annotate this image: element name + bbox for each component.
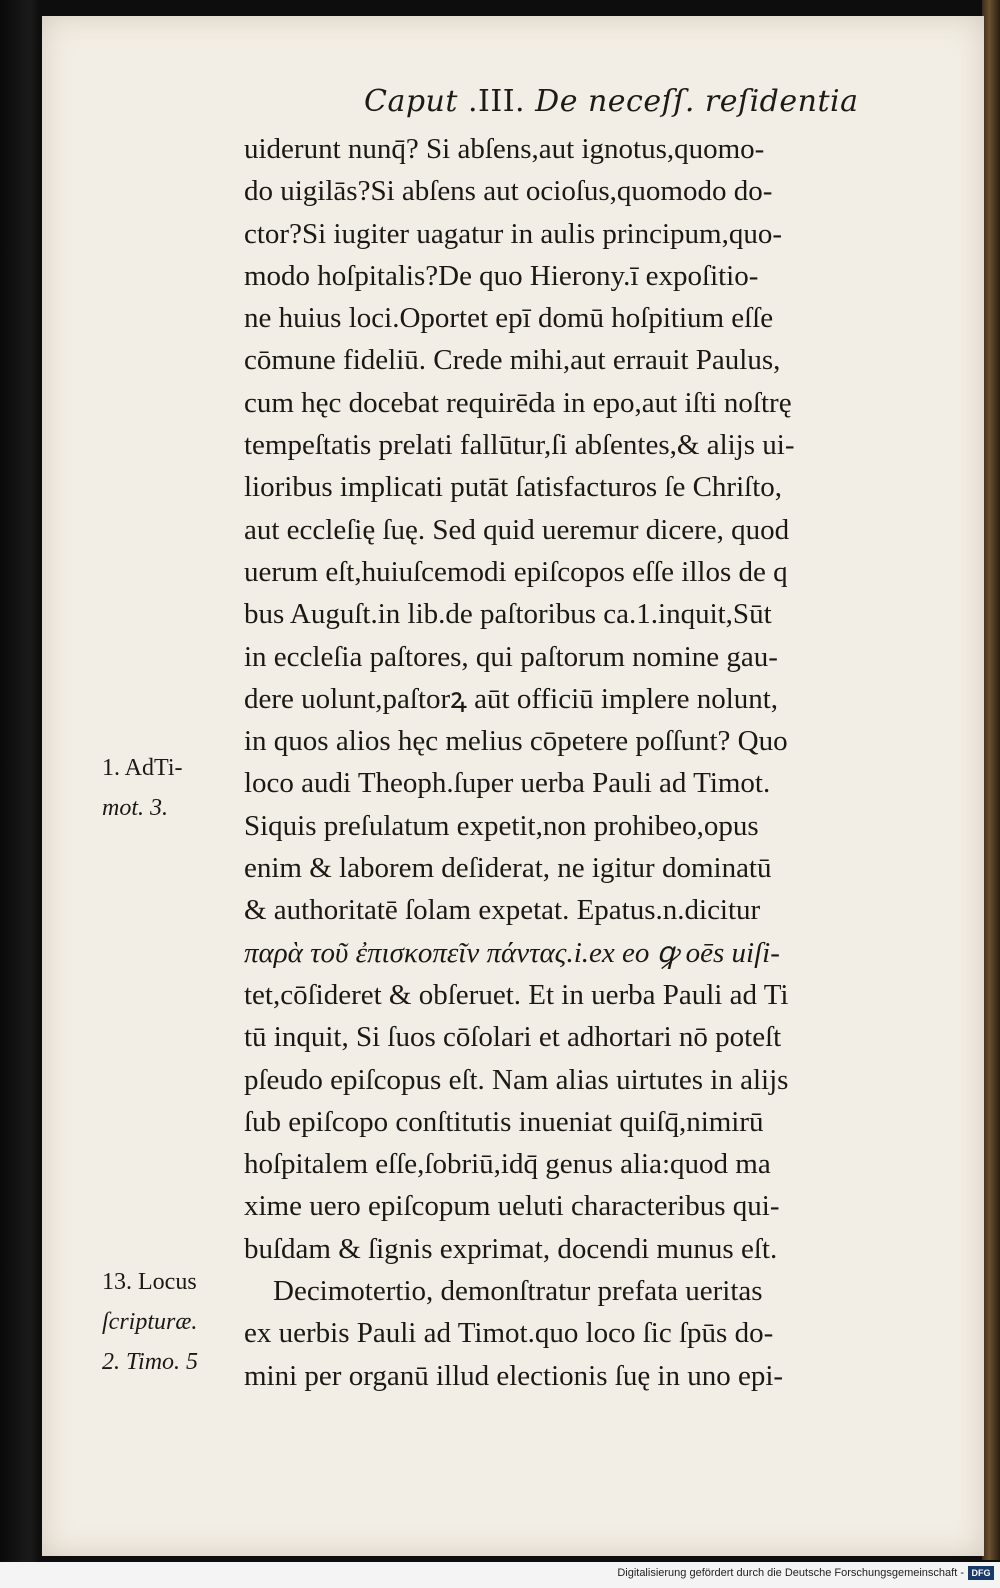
margin-note-line: 1. AdTi- [102,755,183,781]
text-line: xime uero epiſcopum ueluti characteribus qui- [244,1190,780,1223]
text-line: tet,cōſideret & obſeruet. Et in uerba Pauli ad Ti [244,978,789,1011]
text-line: in eccleſia paſtores, qui paſtorum nomine gau- [244,640,778,673]
text-line: mini per organū illud electionis ſuę in uno epi- [244,1359,784,1392]
text-line: ex uerbis Pauli ad Timot.quo loco ſic ſpūs do- [244,1317,774,1350]
text-line: in quos alios hęc melius cōpetere poſſunt? Quo [244,725,788,758]
text-line: modo hoſpitalis?De quo Hierony.ī expoſitio- [244,259,759,292]
text-line: & authoritatē ſolam expetat. Epatus.n.dicitur [244,894,761,927]
running-head-title: De neceſſ. reſidentia [535,84,859,119]
running-head-chapter-number: .III. [467,84,526,119]
running-head [364,84,859,119]
margin-note-locus-scripturae [102,1262,198,1382]
text-line: bus Auguſt.in lib.de paſtoribus ca.1.inquit,Sūt [244,598,772,631]
text-line: cōmune fideliū. Crede mihi,aut errauit Paulus, [244,344,781,377]
text-line: enim & laborem deſiderat, ne igitur dominatū [244,852,772,885]
running-head-caput: Caput [364,84,458,119]
margin-note-line: ſcripturæ. [102,1309,198,1335]
text-line: do uigilās?Si abſens aut ocioſus,quomodo do- [244,175,773,208]
margin-note-timothy-3 [102,748,182,828]
text-line: tempeſtatis prelati fallūtur,ſi abſentes,& alijs ui- [244,429,795,462]
text-line: lioribus implicati putāt ſatisfacturos ſe Chriſto, [244,471,783,504]
dfg-logo: DFG [968,1566,994,1580]
text-line: ctor?Si iugiter uagatur in aulis principum,quo- [244,217,782,250]
text-line-greek: παρὰ τοῦ ἐπισκοπεῖν πάντας.i.ex eo ꝙ oēs uiſi- [244,936,780,969]
text-line: cum hęc docebat requirēda in epo,aut iſti noſtrę [244,386,792,419]
margin-note-line: 13. Locus [102,1269,197,1295]
text-line: Decimotertio, demonſtratur prefata ueritas [244,1275,763,1308]
text-line: loco audi Theoph.ſuper uerba Pauli ad Timot. [244,767,771,800]
text-line: dere uolunt,paſtorꝝ aūt officiū implere nolunt, [244,682,779,715]
footer-credit: Digitalisierung gefördert durch die Deutsche Forschungsgemeinschaft - [617,1567,964,1579]
text-line: tū inquit, Si ſuos cōſolari et adhortari nō poteſt [244,1021,782,1054]
digitization-footer [0,1562,1000,1588]
text-line: ne huius loci.Oportet epī domū hoſpitium eſſe [244,302,774,335]
text-line: Siquis preſulatum expetit,non prohibeo,opus [244,809,759,842]
text-line: uerum eſt,huiuſcemodi epiſcopos eſſe illos de q [244,555,788,588]
text-line: buſdam & ſignis exprimat, docendi munus eſt. [244,1232,778,1265]
text-line: uiderunt nunq̄? Si abſens,aut ignotus,quomo- [244,133,765,165]
book-edge [982,0,1000,1560]
text-line: ſub epiſcopo conſtitutis inueniat quiſq̄,nimirū [244,1105,764,1138]
body-text [244,128,944,1397]
text-line: aut eccleſię ſuę. Sed quid ueremur dicere, quod [244,513,790,546]
margin-note-line: mot. 3. [102,795,168,821]
text-line: pſeudo epiſcopus eſt. Nam alias uirtutes in alijs [244,1063,789,1096]
text-line: hoſpitalem eſſe,ſobriū,idq̄ genus alia:quod ma [244,1148,771,1181]
margin-note-line: 2. Timo. 5 [102,1349,199,1375]
